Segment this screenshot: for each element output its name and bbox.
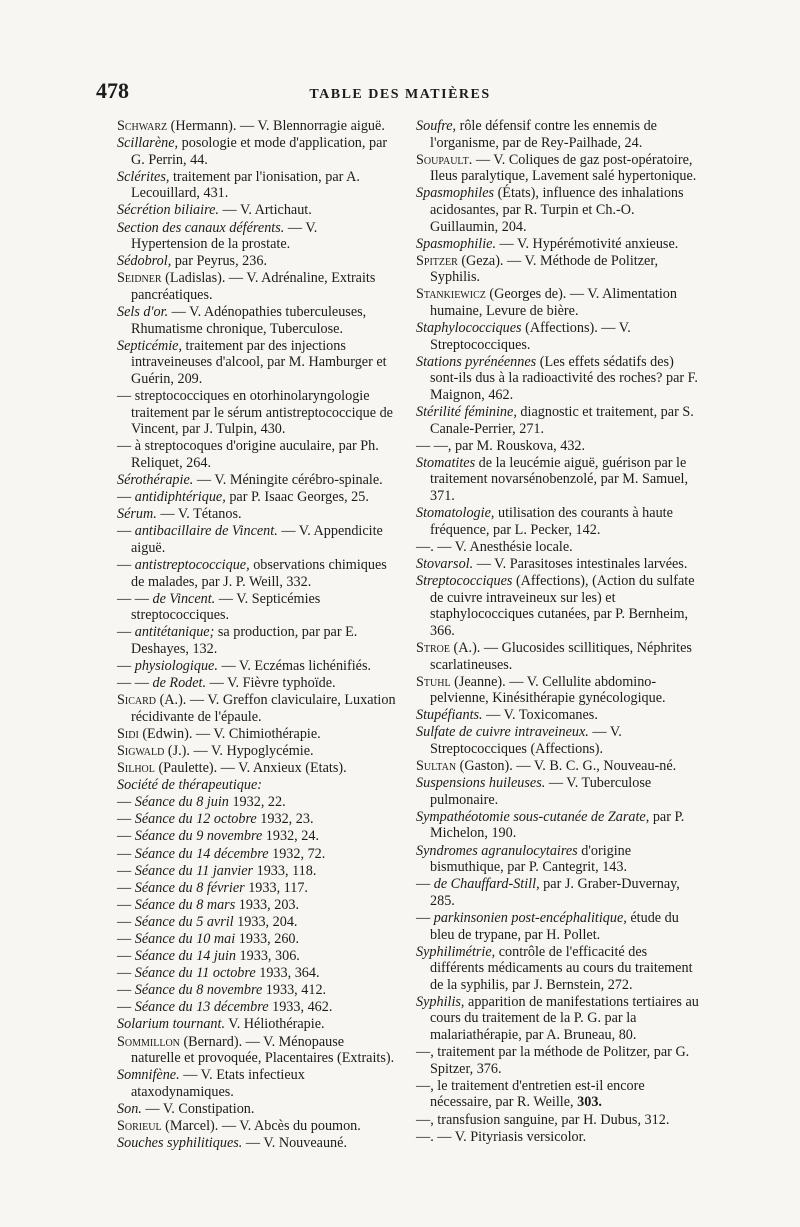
entry-term: Stomatites	[416, 454, 476, 471]
entry-term: Sulfate de cuivre intraveineux.	[416, 724, 589, 741]
entry-prefix: —	[117, 948, 135, 965]
entry-text: — V. Etats infectieux ataxodynamiques.	[131, 1067, 305, 1100]
index-entry	[416, 809, 704, 842]
index-entry	[117, 523, 397, 556]
index-entry	[416, 253, 704, 286]
entry-term: Société de thérapeutique:	[117, 777, 262, 794]
entry-text: — streptococciques en otorhinolaryngologie traitement par le sérum antistreptococcique de Vincent, par J. Tulpin, 430.	[117, 388, 393, 438]
entry-term: antibacillaire de Vincent.	[134, 523, 278, 540]
entry-term: antistreptococcique,	[134, 556, 250, 573]
index-entry	[117, 811, 397, 828]
entry-text: — V. Streptococciques (Affections).	[430, 724, 622, 757]
index-entry	[416, 775, 704, 808]
index-entry	[117, 675, 397, 692]
page-header	[96, 78, 704, 112]
entry-text: 1933, 260.	[235, 931, 300, 947]
entry-prefix: —	[117, 658, 135, 674]
entry-prefix: —	[117, 896, 135, 913]
entry-term: Séance du 13 décembre	[134, 999, 269, 1016]
entry-text: 1932, 72.	[268, 845, 326, 862]
entry-name: Stankiewicz	[416, 286, 486, 303]
entry-term: Son.	[117, 1100, 142, 1117]
index-entry	[117, 828, 397, 845]
entry-term: physiologique.	[134, 658, 218, 674]
entry-text: — V. Tuberculose pulmonaire.	[430, 775, 652, 808]
entry-term: Stomatologie,	[416, 505, 495, 522]
entry-term: Spasmophilie.	[416, 235, 496, 252]
entry-prefix: — —	[117, 675, 153, 692]
entry-prefix: —	[416, 876, 434, 893]
entry-text: de la leucémie aiguë, guérison par le traitement novarsénobenzolé, par M. Samuel, 371.	[430, 454, 689, 505]
entry-text: (A.). — V. Greffon claviculaire, Luxation récidivante de l'épaule.	[131, 692, 396, 725]
entry-prefix: —	[117, 879, 135, 896]
entry-text: traitement par des injections intraveineuses d'alcool, par M. Hamburger et Guérin, 209.	[131, 337, 387, 387]
entry-text: — V. Constipation.	[141, 1100, 255, 1117]
entry-term: Somnifène.	[117, 1067, 180, 1084]
entry-prefix: —	[117, 913, 135, 930]
entry-text: (J.). — V. Hypoglycémie.	[164, 742, 314, 759]
entry-term: Sédobrol,	[117, 253, 172, 270]
index-entry	[117, 388, 397, 438]
entry-name: Sorieul	[117, 1118, 162, 1135]
index-entry	[117, 270, 397, 303]
entry-text: (A.). — Glucosides scillitiques, Néphrites scarlatineuses.	[430, 639, 692, 673]
entry-prefix: —	[117, 999, 135, 1016]
entry-text: — V. Toxicomanes.	[482, 707, 598, 724]
entry-text: — V. Artichaut.	[218, 202, 312, 219]
entry-term: Stovarsol.	[416, 555, 474, 572]
index-entry	[117, 965, 397, 982]
entry-text: par Peyrus, 236.	[171, 253, 268, 270]
entry-term: Suspensions huileuses.	[416, 775, 546, 792]
index-entry	[117, 1118, 397, 1135]
index-entry	[416, 404, 704, 437]
index-entry	[416, 573, 704, 639]
index-entry	[416, 1129, 704, 1146]
index-entry	[416, 286, 704, 319]
entry-term: Sympathéotomie sous-cutanée de Zarate,	[416, 808, 650, 825]
entry-name: Sultan	[416, 758, 457, 775]
index-entry	[416, 674, 704, 707]
index-column-right	[416, 118, 704, 1145]
index-entry	[416, 118, 704, 151]
index-entry	[117, 1067, 397, 1100]
entry-name: Spitzer	[416, 252, 458, 269]
index-entry	[416, 724, 704, 757]
entry-text: apparition de manifestations tertiaires au cours du traitement de la P. G. par la malariathérapie, par A. Bruneau, 80.	[430, 993, 699, 1044]
entry-text: (Affections). — V. Streptococciques.	[430, 320, 631, 353]
index-entry	[117, 760, 397, 777]
index-entry	[117, 220, 397, 253]
entry-name: Sigwald	[117, 742, 165, 759]
index-entry	[117, 692, 397, 725]
entry-term: de Chauffard-Still,	[433, 876, 540, 893]
entry-text: utilisation des courants à haute fréquence, par L. Pecker, 142.	[430, 505, 673, 538]
index-entry	[117, 777, 397, 794]
index-entry	[117, 914, 397, 931]
entry-term: Séance du 14 décembre	[134, 845, 269, 862]
index-entry	[416, 944, 704, 994]
entry-text: (Affections), (Action du sulfate de cuivre intraveineux sur les) et staphylococciques cutanées, par P. Bernheim, 366.	[430, 573, 695, 639]
entry-prefix: —	[117, 811, 135, 828]
entry-term: Séance du 8 novembre	[134, 982, 263, 999]
index-entry	[416, 758, 704, 775]
index-entry	[117, 863, 397, 880]
entry-term: Séance du 5 avril	[134, 913, 234, 930]
entry-text: (Marcel). — V. Abcès du poumon.	[161, 1118, 361, 1135]
entry-text: (Georges de). — V. Alimentation humaine, Levure de bière.	[430, 286, 677, 320]
index-entry	[117, 931, 397, 948]
entry-name: Seidner	[117, 270, 162, 287]
entry-term: antitétanique;	[134, 624, 215, 641]
index-entry	[416, 1078, 704, 1111]
entry-term: Sécrétion biliaire.	[117, 202, 219, 219]
index-entry	[416, 539, 704, 556]
entry-prefix: —	[117, 556, 135, 573]
entry-text: 1933, 412.	[262, 982, 327, 999]
index-entry	[117, 338, 397, 388]
index-entry	[117, 202, 397, 219]
entry-text: (Bernard). — V. Ménopause naturelle et provoquée, Placentaires (Extraits).	[131, 1033, 395, 1067]
entry-text: (Gaston). — V. B. C. G., Nouveau-né.	[456, 758, 677, 775]
entry-text: contrôle de l'efficacité des différents médicaments au cours du traitement de la syphilis, par J. Bernstein, 272.	[430, 943, 693, 993]
index-entry	[416, 152, 704, 185]
index-entry	[416, 185, 704, 235]
entry-term: Section des canaux déférents.	[117, 219, 285, 236]
entry-term: Sérum.	[117, 506, 157, 523]
entry-text: (Edwin). — V. Chimiothérapie.	[138, 725, 321, 742]
entry-term: Séance du 11 janvier	[134, 862, 254, 879]
index-entry	[117, 999, 397, 1016]
entry-term: Staphylococciques	[416, 320, 522, 337]
entry-text: —. — V. Pityriasis versicolor.	[416, 1128, 587, 1145]
entry-text: — V. Méningite cérébro-spinale.	[193, 471, 383, 488]
entry-term: Syphilis,	[416, 993, 465, 1010]
entry-text: — —, par M. Rouskova, 432.	[416, 437, 586, 454]
index-entry	[416, 843, 704, 876]
index-entry	[117, 506, 397, 523]
entry-term: Séance du 12 octobre	[134, 811, 257, 828]
entry-term: Sérothérapie.	[117, 471, 194, 488]
entry-term: Stérilité féminine,	[416, 404, 517, 421]
entry-text: 1933, 117.	[244, 879, 308, 896]
entry-prefix: —	[117, 624, 135, 641]
entry-name: Sicard	[117, 692, 157, 709]
entry-text: — V. Tétanos.	[156, 506, 242, 523]
index-entry	[416, 910, 704, 943]
index-entry	[416, 994, 704, 1044]
index-entry	[117, 169, 397, 202]
index-entry	[117, 472, 397, 489]
entry-name: Sidi	[117, 725, 139, 742]
index-entry	[117, 880, 397, 897]
entry-text: — V. Fièvre typhoïde.	[206, 675, 336, 692]
entry-text: observations chimiques de malades, par J. P. Weill, 332.	[131, 556, 387, 590]
index-entry	[117, 794, 397, 811]
entry-name: Stuhl	[416, 673, 451, 690]
entry-term: Scillarène,	[117, 135, 179, 152]
entry-text: d'origine bismuthique, par P. Cantegrit, 143.	[430, 842, 632, 876]
entry-prefix: —	[117, 489, 135, 506]
entry-name: Schwarz	[117, 118, 168, 134]
entry-text: 1933, 306.	[236, 948, 300, 965]
entry-text: par J. Graber-Duvernay, 285.	[430, 876, 680, 909]
entry-term: Séance du 11 octobre	[134, 965, 256, 982]
index-entry	[117, 1016, 397, 1033]
entry-text: par P. Isaac Georges, 25.	[225, 489, 369, 506]
entry-text: posologie et mode d'application, par G. Perrin, 44.	[131, 135, 388, 168]
index-entry	[416, 320, 704, 353]
entry-text: (États), influence des inhalations acidosantes, par R. Turpin et Ch.-O. Guillaumin, 204.	[430, 185, 684, 235]
entry-prefix: —	[117, 794, 135, 811]
index-entry	[416, 1112, 704, 1129]
index-entry	[117, 1135, 397, 1152]
entry-text: — V. Parasitoses intestinales larvées.	[473, 555, 688, 572]
entry-bold: 303.	[577, 1094, 602, 1111]
entry-term: parkinsonien post-encéphalitique,	[433, 909, 627, 926]
entry-text: (Geza). — V. Méthode de Politzer, Syphilis.	[430, 252, 659, 286]
entry-text: 1933, 462.	[268, 999, 333, 1016]
entry-prefix: —	[416, 909, 434, 926]
index-entry	[117, 743, 397, 760]
entry-text: sa production, par par E. Deshayes, 132.	[131, 624, 358, 657]
index-entry	[416, 505, 704, 538]
entry-name: Silhol	[117, 760, 155, 777]
entry-text: —, le traitement d'entretien est-il encore nécessaire, par R. Weille,	[416, 1077, 645, 1111]
entry-text: . — V. Coliques de gaz post-opératoire, Ileus paralytique, Lavement salé hypertonique.	[430, 151, 697, 185]
entry-text: rôle défensif contre les ennemis de l'organisme, par de Rey-Pailhade, 24.	[430, 118, 657, 151]
entry-prefix: —	[117, 862, 135, 879]
entry-text: (Jeanne). — V. Cellulite abdomino-pelvienne, Kinésithérapie gynécologique.	[430, 673, 666, 707]
index-entry	[117, 1034, 397, 1067]
entry-text: — V. Septicémies streptococciques.	[131, 590, 321, 624]
entry-text: — V. Nouveauné.	[242, 1135, 347, 1152]
entry-term: Séance du 8 juin	[134, 794, 229, 811]
index-entry	[416, 707, 704, 724]
entry-text: —. — V. Anesthésie locale.	[416, 538, 573, 555]
entry-term: Sels d'or.	[117, 304, 169, 321]
index-entry	[117, 726, 397, 743]
index-entry	[416, 876, 704, 909]
index-entry	[117, 135, 397, 168]
entry-term: Syndromes agranulocytaires	[416, 842, 578, 859]
entry-text: traitement par l'ionisation, par A. Lecouillard, 431.	[131, 168, 360, 202]
entry-text: (Hermann). — V. Blennorragie aiguë.	[167, 118, 385, 134]
index-entry	[117, 253, 397, 270]
index-entry	[117, 897, 397, 914]
entry-text: — V. Hypérémotivité anxieuse.	[496, 235, 679, 252]
entry-text: — V. Eczémas lichénifiés.	[217, 658, 372, 674]
index-entry	[117, 557, 397, 590]
entry-text: V. Héliothérapie.	[225, 1016, 325, 1033]
entry-prefix: —	[117, 982, 135, 999]
entry-term: de Rodet.	[152, 675, 207, 692]
entry-text: —, traitement par la méthode de Politzer, par G. Spitzer, 376.	[416, 1044, 690, 1077]
entry-text: 1933, 118.	[253, 862, 317, 879]
entry-text: 1933, 204.	[233, 913, 298, 930]
entry-prefix: — —	[117, 590, 153, 607]
entry-text: étude du bleu de trypane, par H. Pollet.	[430, 909, 679, 943]
index-entry	[117, 118, 397, 135]
index-entry	[117, 591, 397, 624]
index-entry	[117, 846, 397, 863]
index-entry	[416, 236, 704, 253]
entry-text: — V. Hypertension de la prostate.	[131, 219, 318, 253]
index-column-left	[117, 118, 397, 1152]
entry-term: Séance du 9 novembre	[134, 828, 263, 845]
entry-prefix: —	[117, 965, 135, 982]
index-entry	[416, 438, 704, 455]
entry-text: — V. Appendicite aiguë.	[131, 523, 383, 556]
index-entry	[416, 354, 704, 404]
entry-term: Séance du 14 juin	[134, 948, 236, 965]
entry-term: Séance du 10 mai	[134, 931, 236, 947]
index-entry	[117, 624, 397, 657]
entry-prefix: —	[117, 828, 135, 845]
entry-text: 1933, 203.	[235, 896, 300, 913]
entry-prefix: —	[117, 845, 135, 862]
entry-prefix: —	[117, 523, 135, 540]
entry-term: Syphilimétrie,	[416, 943, 496, 960]
entry-term: Streptococciques	[416, 573, 513, 590]
entry-term: Stations pyrénéennes	[416, 353, 537, 370]
entry-text: 1932, 22.	[228, 794, 286, 811]
entry-term: Séance du 8 février	[134, 879, 245, 896]
entry-text: 1932, 23.	[256, 811, 314, 828]
entry-name: Sommillon	[117, 1033, 180, 1050]
entry-term: Soufre,	[416, 118, 457, 134]
index-entry	[416, 1044, 704, 1077]
entry-text: — à streptocoques d'origine auculaire, par Ph. Reliquet, 264.	[117, 438, 379, 471]
entry-term: Septicémie,	[117, 337, 182, 354]
entry-term: Sclérites,	[117, 168, 170, 185]
entry-text: —, transfusion sanguine, par H. Dubus, 312.	[416, 1111, 670, 1128]
entry-text: (Paulette). — V. Anxieux (Etats).	[154, 760, 347, 777]
index-entry	[416, 455, 704, 505]
entry-text: 1932, 24.	[262, 828, 319, 845]
page-number: 478	[96, 78, 129, 103]
index-entry	[117, 304, 397, 337]
entry-term: Souches syphilitiques.	[117, 1135, 243, 1152]
index-entry	[416, 556, 704, 573]
index-entry	[117, 982, 397, 999]
entry-name: Soupault	[416, 151, 469, 168]
index-entry	[117, 658, 397, 675]
entry-term: Stupéfiants.	[416, 707, 483, 724]
entry-term: Solarium tournant.	[117, 1016, 225, 1033]
entry-text: (Les effets sédatifs des) sont-ils dus à la radioactivité des roches? par F. Maignon, 462.	[430, 353, 698, 403]
index-entry	[117, 438, 397, 471]
entry-term: antidiphtérique,	[134, 489, 226, 506]
entry-term: Spasmophiles	[416, 185, 495, 202]
index-entry	[117, 948, 397, 965]
index-entry	[416, 640, 704, 673]
entry-name: Stroe	[416, 639, 450, 656]
entry-text: diagnostic et traitement, par S. Canale-Perrier, 271.	[430, 404, 694, 437]
entry-text: (Ladislas). — V. Adrénaline, Extraits pancréatiques.	[131, 270, 376, 303]
entry-term: Séance du 8 mars	[134, 896, 236, 913]
entry-text: — V. Adénopathies tuberculeuses, Rhumatisme chronique, Tuberculose.	[131, 304, 367, 337]
entry-text: par P. Michelon, 190.	[430, 808, 685, 842]
index-entry	[117, 1101, 397, 1118]
running-head: TABLE DES MATIÈRES	[309, 87, 491, 102]
index-entry	[117, 489, 397, 506]
entry-term: de Vincent.	[152, 590, 216, 607]
entry-text: 1933, 364.	[255, 965, 320, 982]
entry-prefix: —	[117, 931, 135, 947]
